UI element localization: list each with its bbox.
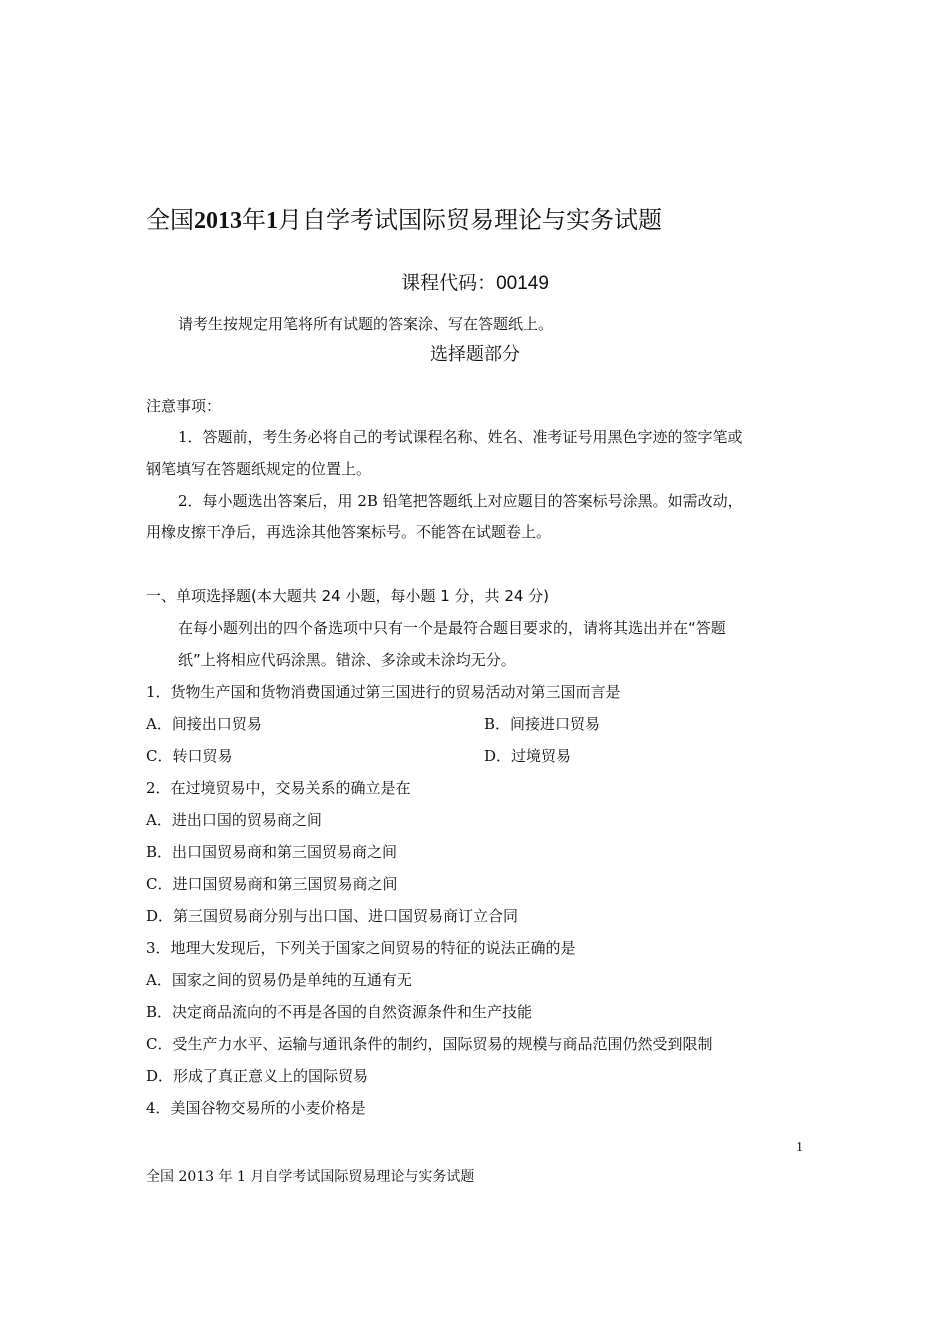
section-title: 选择题部分 [430, 344, 520, 365]
page-footer: 全国 2013 年 1 月自学考试国际贸易理论与实务试题 [146, 1169, 475, 1185]
course-code-label: 课程代码： [401, 272, 497, 294]
question-2-option-d: D．第三国贸易商分别与出口国、进口国贸易商订立合同 [146, 907, 519, 925]
question-3-option-c: C．受生产力水平、运输与通讯条件的制约，国际贸易的规模与商品范围仍然受到限制 [146, 1035, 713, 1053]
question-1-option-d: D．过境贸易 [484, 747, 572, 765]
question-1-stem: 1．货物生产国和货物消费国通过第三国进行的贸易活动对第三国而言是 [146, 683, 621, 701]
question-3-option-a: A．国家之间的贸易仍是单纯的互通有无 [146, 971, 412, 989]
part1-description-line-2: 纸”上将相应代码涂黑。错涂、多涂或未涂均无分。 [178, 651, 516, 669]
part1-heading: 一、单项选择题(本大题共 24 小题，每小题 1 分，共 24 分) [146, 587, 550, 605]
notice-heading: 注意事项： [146, 397, 222, 415]
question-2-option-c: C．进口国贸易商和第三国贸易商之间 [146, 875, 398, 893]
question-2-option-a: A．进出口国的贸易商之间 [146, 811, 322, 829]
course-code-number: 00149 [496, 273, 549, 294]
title-year-unit: 年 [242, 206, 266, 234]
notice-item-2-line-1: 2．每小题选出答案后，用 2B 铅笔把答题纸上对应题目的答案标号涂黑。如需改动， [178, 492, 743, 510]
question-1-option-c: C．转口贸易 [146, 747, 233, 765]
course-code [0, 268, 950, 299]
notice-item-1-line-2: 钢笔填写在答题纸规定的位置上。 [146, 460, 372, 478]
title-suffix: 月自学考试国际贸易理论与实务试题 [278, 206, 662, 234]
title-year: 2013 [194, 208, 242, 234]
exam-instruction: 请考生按规定用笔将所有试题的答案涂、写在答题纸上。 [178, 315, 554, 333]
notice-item-2-line-2: 用橡皮擦干净后，再选涂其他答案标号。不能答在试题卷上。 [146, 523, 552, 541]
question-1-option-b: B．间接进口贸易 [484, 715, 601, 733]
notice-item-1-line-1: 1．答题前，考生务必将自己的考试课程名称、姓名、准考证号用黑色字迹的签字笔或 [178, 428, 743, 446]
page-title [146, 200, 662, 241]
question-3-option-b: B．决定商品流向的不再是各国的自然资源条件和生产技能 [146, 1003, 533, 1021]
question-2-option-b: B．出口国贸易商和第三国贸易商之间 [146, 843, 398, 861]
question-4-stem: 4．美国谷物交易所的小麦价格是 [146, 1099, 366, 1117]
title-month: 1 [266, 208, 278, 234]
page-number: 1 [796, 1140, 803, 1155]
question-3-option-d: D．形成了真正意义上的国际贸易 [146, 1067, 369, 1085]
question-1-option-a: A．间接出口贸易 [146, 715, 262, 733]
question-3-stem: 3．地理大发现后，下列关于国家之间贸易的特征的说法正确的是 [146, 939, 576, 957]
title-prefix: 全国 [146, 206, 194, 234]
part1-description-line-1: 在每小题列出的四个备选项中只有一个是最符合题目要求的，请将其选出并在“答题 [178, 619, 726, 637]
question-2-stem: 2．在过境贸易中，交易关系的确立是在 [146, 779, 411, 797]
